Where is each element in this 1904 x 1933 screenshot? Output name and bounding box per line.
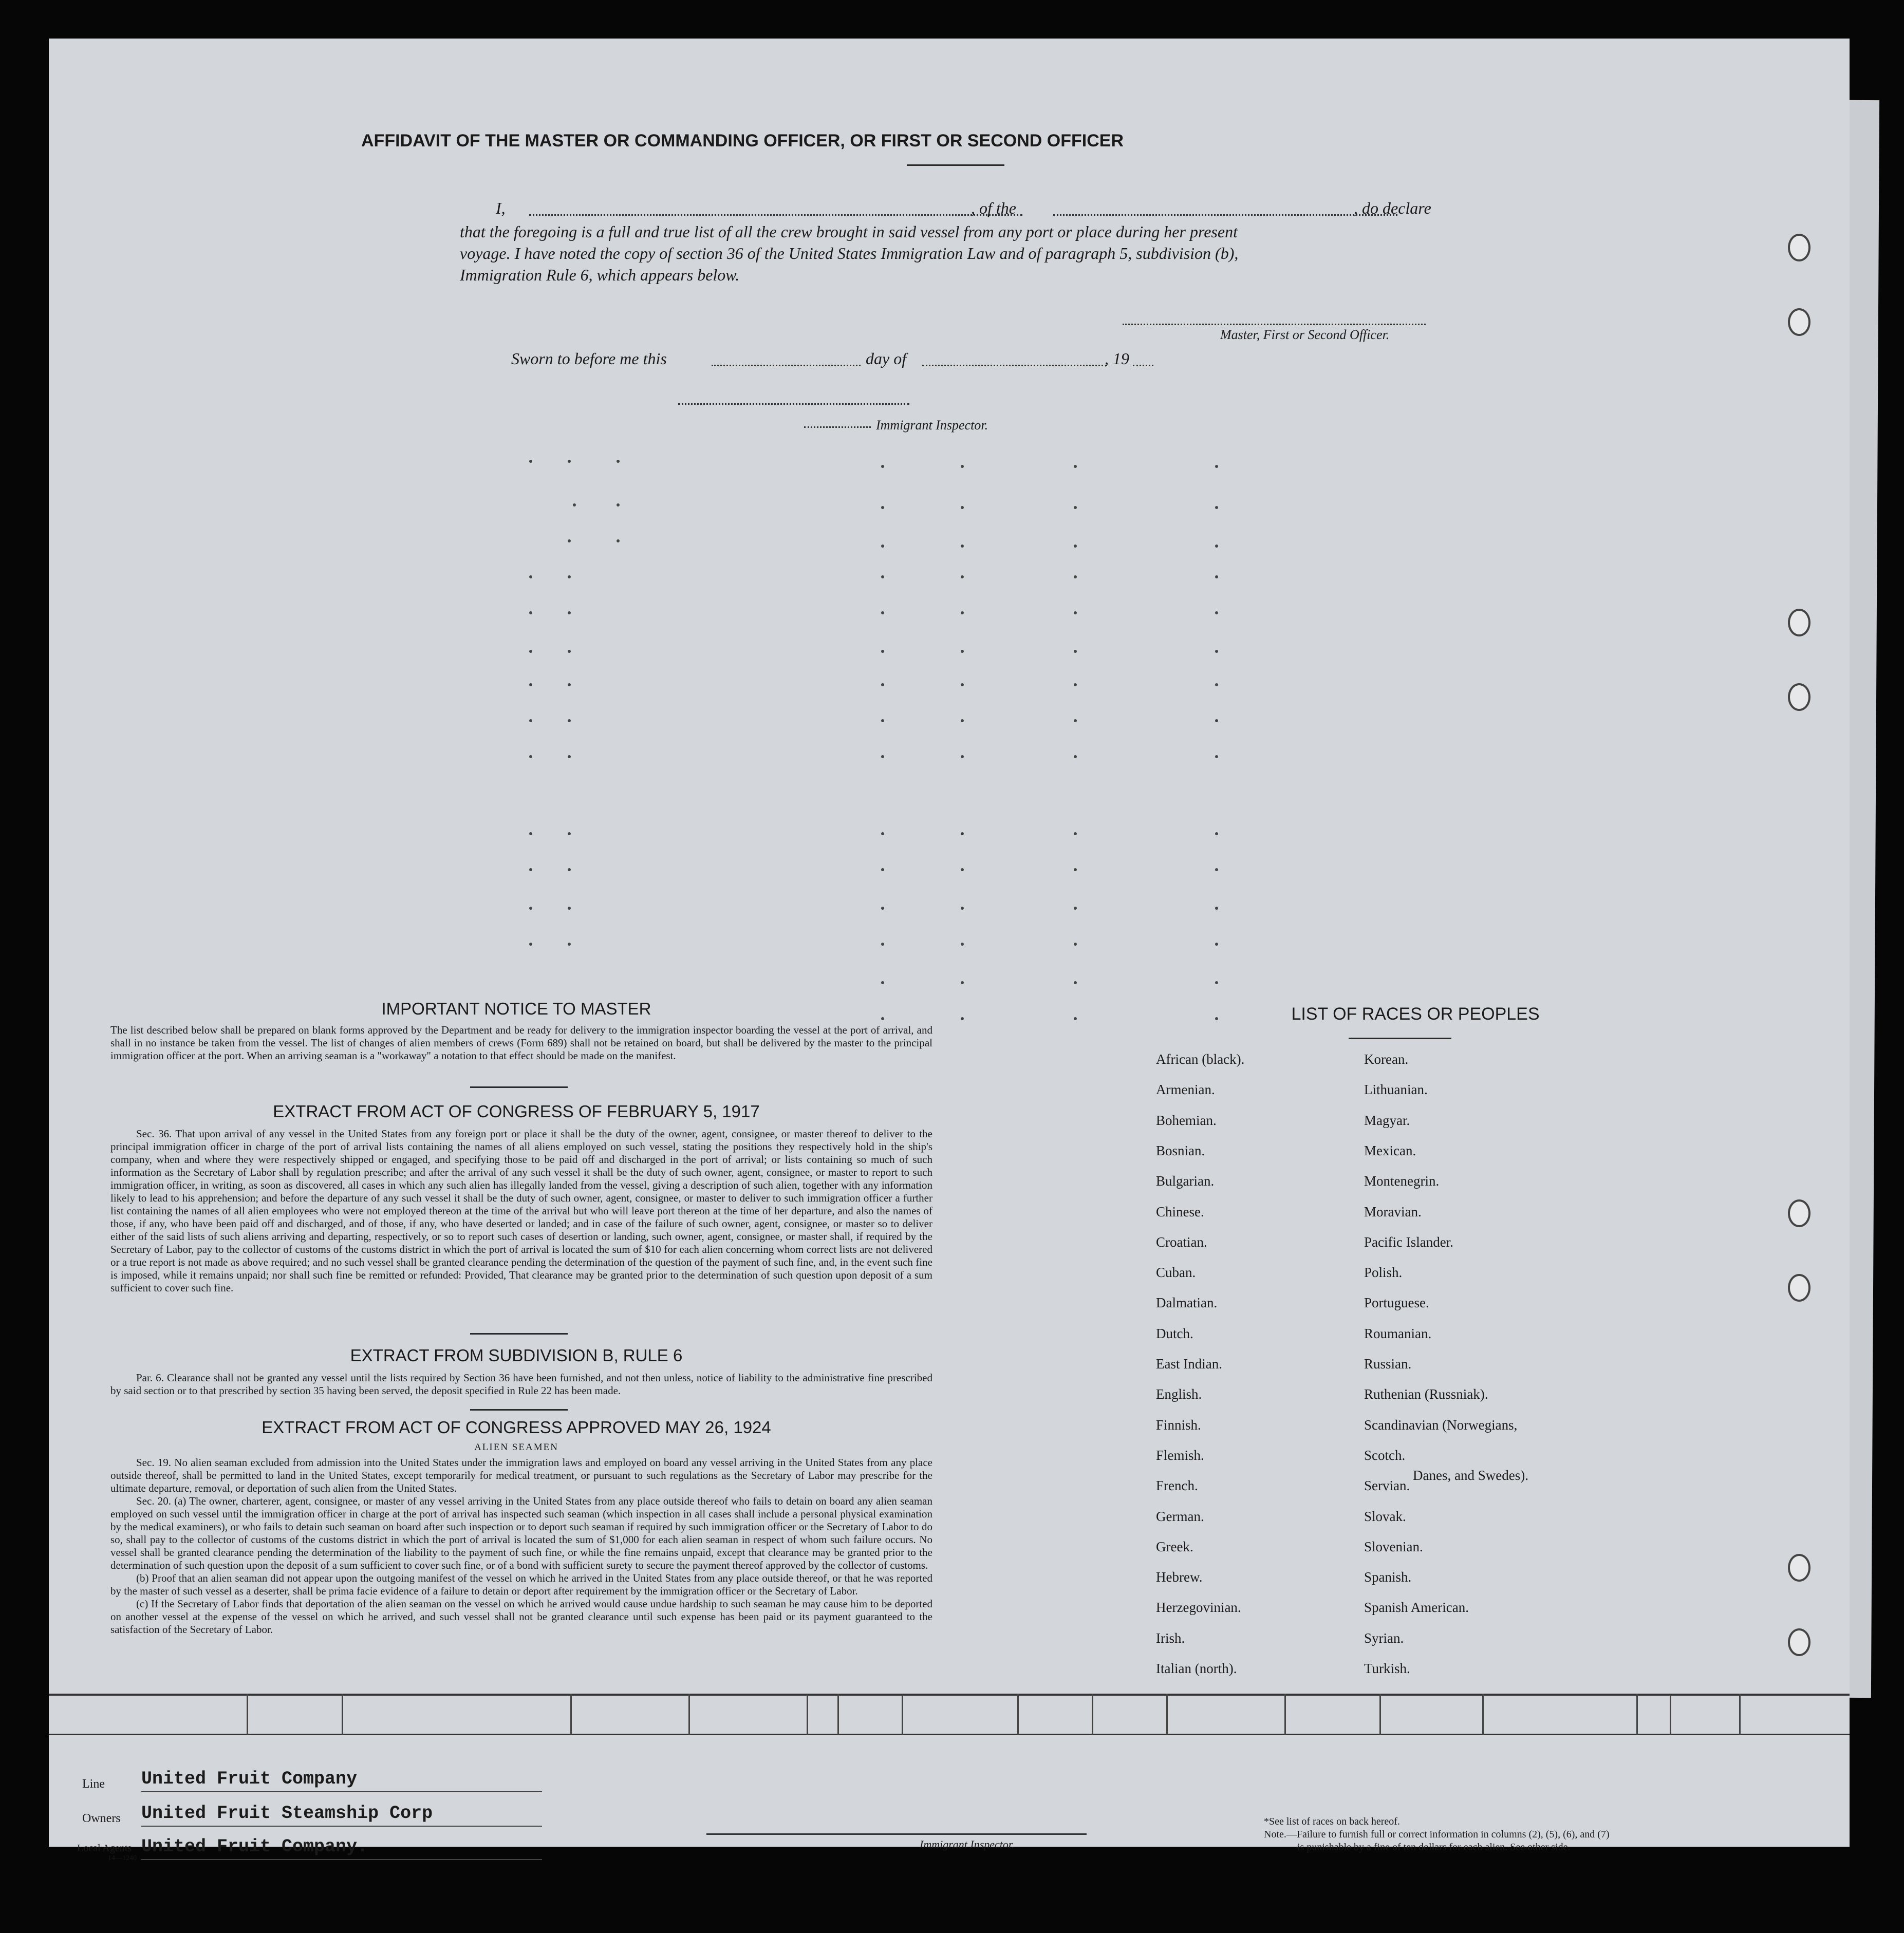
race-item: Cuban. xyxy=(1156,1265,1196,1281)
race-item: English. xyxy=(1156,1386,1202,1402)
grid-top-line xyxy=(49,1694,1850,1696)
race-item: Armenian. xyxy=(1156,1082,1215,1098)
affidavit-of-the: , of the xyxy=(971,199,1016,217)
inspector-signature-label: Immigrant Inspector. xyxy=(876,418,988,433)
punch-hole xyxy=(1788,1628,1810,1656)
grid-column-line xyxy=(570,1694,572,1735)
race-item: Portuguese. xyxy=(1364,1295,1429,1311)
punch-hole xyxy=(1788,234,1810,261)
affidavit-line3: voyage. I have noted the copy of section 36 of the United States Immigration Law and of paragraph 5, subdivision (b), xyxy=(460,244,1239,262)
grid-column-line xyxy=(342,1694,343,1735)
title-rule xyxy=(907,164,1004,166)
master-signature-label: Master, First or Second Officer. xyxy=(1220,327,1390,342)
agents-underline xyxy=(141,1859,542,1860)
sworn-day-field[interactable] xyxy=(712,365,861,366)
race-item: Polish. xyxy=(1364,1265,1403,1281)
manifest-sheet xyxy=(49,39,1850,1862)
grid-column-line xyxy=(902,1694,903,1735)
race-item: Slovenian. xyxy=(1364,1538,1423,1554)
race-item: Syrian. xyxy=(1364,1630,1404,1646)
race-item: Herzegovinian. xyxy=(1156,1600,1241,1616)
section-rule xyxy=(470,1409,568,1411)
grid-column-line xyxy=(247,1694,248,1735)
race-item: Italian (north). xyxy=(1156,1661,1237,1676)
inspector-signature-line[interactable] xyxy=(678,403,909,405)
race-item: Lithuanian. xyxy=(1364,1082,1428,1098)
sworn-year-field[interactable] xyxy=(1133,365,1153,366)
extract-1924-subtitle: ALIEN SEAMEN xyxy=(474,1442,558,1453)
sec20b-text: (b) Proof that an alien seaman did not appear upon the outgoing manifest of the vessel on which he arrived in the United States from any place outside thereof, or that he was reported by the master of such vessel as a deserter, shall be prima facie evidence of a failure to detain or deport after requirement by the immigration officer or the Secretary of Labor. xyxy=(110,1572,932,1597)
race-item: Chinese. xyxy=(1156,1204,1204,1219)
agents-label: Local Agents xyxy=(77,1843,132,1854)
sec19-text: Sec. 19. No alien seaman excluded from admission into the United States under the immigration laws and employed on board any vessel arriving in the United States from any place outside thereof, shall be permitted to land in the United States, except temporarily for medical treatment, or pursuant to such regulations as the Secretary of Labor may prescribe for the ultimate departure, removal, or deportation of such alien from the United States. xyxy=(110,1456,932,1494)
race-item: French. xyxy=(1156,1478,1198,1494)
extract-rule6-title: EXTRACT FROM SUBDIVISION B, RULE 6 xyxy=(350,1346,683,1365)
race-item: Korean. xyxy=(1364,1052,1409,1067)
punch-hole xyxy=(1788,308,1810,336)
grid-column-line xyxy=(807,1694,808,1735)
extract-1924-text xyxy=(110,1456,932,1744)
race-scandinavian-cont: Danes, and Swedes). xyxy=(1413,1468,1528,1483)
affidavit-line4: Immigration Rule 6, which appears below. xyxy=(460,266,740,284)
punch-hole xyxy=(1788,1554,1810,1582)
name-field[interactable] xyxy=(529,214,1022,216)
notice-body: The list described below shall be prepared on blank forms approved by the Department and be ready for delivery to the immigration inspector boarding the vessel at the port of arrival, and shall in no instance be taken from the vessel. The list of changes of alien members of crews (Form 689) shall not be retained on board, but shall be delivered by the master to the principal immigration officer at the port. When an arriving seaman is a "workaway" a notation to that effect should be made on the manifest. xyxy=(110,1024,932,1062)
owners-value[interactable]: United Fruit Steamship Corp xyxy=(141,1803,433,1824)
owners-label: Owners xyxy=(82,1812,121,1825)
punch-hole xyxy=(1788,1274,1810,1302)
notice-title: IMPORTANT NOTICE TO MASTER xyxy=(381,999,651,1018)
race-item: Slovak. xyxy=(1364,1508,1406,1524)
section-rule xyxy=(470,1333,568,1335)
race-item: German. xyxy=(1156,1508,1204,1524)
grid-column-line xyxy=(1284,1694,1286,1735)
sworn-label: Sworn to before me this xyxy=(511,349,667,368)
punch-hole xyxy=(1788,1199,1810,1227)
race-item: Moravian. xyxy=(1364,1204,1422,1219)
grid-column-line xyxy=(1482,1694,1484,1735)
race-item: Magyar. xyxy=(1364,1112,1410,1128)
race-item: Finnish. xyxy=(1156,1417,1201,1433)
extract-1917-title: EXTRACT FROM ACT OF CONGRESS OF FEBRUARY 5, 1917 xyxy=(273,1102,760,1121)
grid-bottom-line xyxy=(49,1734,1850,1735)
race-item: Russian. xyxy=(1364,1356,1412,1372)
grid-column-line xyxy=(837,1694,839,1735)
owners-underline xyxy=(141,1826,542,1827)
affidavit-line2: that the foregoing is a full and true list of all the crew brought in said vessel from any port or place during her present xyxy=(460,222,1238,241)
race-item: East Indian. xyxy=(1156,1356,1222,1372)
vessel-field[interactable] xyxy=(1053,214,1397,216)
race-item: Scotch. xyxy=(1364,1447,1406,1463)
punch-hole xyxy=(1788,609,1810,636)
grid-column-line xyxy=(1379,1694,1381,1735)
race-item: Montenegrin. xyxy=(1364,1173,1440,1189)
race-item: Croatian. xyxy=(1156,1234,1207,1250)
line-value[interactable]: United Fruit Company xyxy=(141,1769,358,1789)
footer-note-2: Note.—Failure to furnish full or correct information in columns (2), (5), (6), and (7) xyxy=(1264,1829,1610,1840)
agents-value[interactable]: United Fruit Company. xyxy=(141,1836,368,1857)
sec20a-text: Sec. 20. (a) The owner, charterer, agent, consignee, or master of any vessel arriving in the United States from any place outside thereof who fails to detain on board any alien seaman employed on such vessel until the immigration officer in charge at the port of arrival has inspected such seaman (which inspection in all cases shall include a personal physical examination by the medical examiners), or who fails to detain such seaman on board after such inspection or to deport such seaman if required by such immigration officer or the Secretary of Labor to do so, shall pay to the collector of customs of the customs district in which the port of arrival is located the sum of $1,000 for each alien seaman in respect of whom such failure occurs. No vessel shall be granted clearance pending the determination of the liability to the payment of such fine, or while the fine remains unpaid, except that clearance may be granted prior to the determination of such question upon the deposit of a sum sufficient to cover such fine, or of a bond with sufficient surety to secure the payment thereof approved by the collector of customs. xyxy=(110,1495,932,1571)
races-rule xyxy=(1349,1038,1451,1039)
grid-column-line xyxy=(1017,1694,1019,1735)
race-item: Roumanian. xyxy=(1364,1325,1432,1341)
race-item: African (black). xyxy=(1156,1052,1245,1067)
race-item: Bohemian. xyxy=(1156,1112,1217,1128)
form-number: 14—1240 xyxy=(108,1854,137,1862)
grid-column-line xyxy=(1166,1694,1168,1735)
race-item: Dutch. xyxy=(1156,1325,1193,1341)
race-item: Dalmatian. xyxy=(1156,1295,1218,1311)
master-signature-line[interactable] xyxy=(1123,324,1426,325)
affidavit-title: AFFIDAVIT OF THE MASTER OR COMMANDING OFFICER, OR FIRST OR SECOND OFFICER xyxy=(361,131,1124,151)
race-item: Bulgarian. xyxy=(1156,1173,1215,1189)
race-item: Ruthenian (Russniak). xyxy=(1364,1386,1488,1402)
grid-column-line xyxy=(1670,1694,1671,1735)
inspector-signature-line-2 xyxy=(804,426,871,428)
race-item: Scandinavian (Norwegians, xyxy=(1364,1417,1518,1433)
day-of-label: day of xyxy=(866,349,907,368)
grid-column-line xyxy=(1636,1694,1638,1735)
sworn-month-field[interactable] xyxy=(922,365,1107,366)
footer-inspector-label: Immigrant Inspector. xyxy=(920,1838,1015,1851)
grid-column-line xyxy=(688,1694,690,1735)
extract-rule6-body: Par. 6. Clearance shall not be granted any vessel until the lists required by Section 36 have been furnished, and not then unless, notice of liability to the administrative fine prescribed by said section or to that prescribed by section 35 having been served, the deposit specified in Rule 22 has been made. xyxy=(110,1372,932,1397)
races-title: LIST OF RACES OR PEOPLES xyxy=(1291,1004,1540,1024)
line-label: Line xyxy=(82,1777,105,1791)
footer-note-1: *See list of races on back hereof. xyxy=(1264,1816,1400,1827)
race-item: Irish. xyxy=(1156,1630,1185,1646)
race-item: Pacific Islander. xyxy=(1364,1234,1453,1250)
race-item: Bosnian. xyxy=(1156,1142,1205,1158)
footer-note-3: is punishable by a fine of ten dollars for each alien. See other side. xyxy=(1297,1842,1571,1853)
extract-1917-body: Sec. 36. That upon arrival of any vessel in the United States from any foreign port or place it shall be the duty of the owner, agent, consignee, or master thereof to deliver to the principal immigration officer in charge of the port of arrival lists containing the names of all aliens employed on such vessel, stating the positions they respectively hold in the ship's company, when and where they were respectively shipped or engaged, and specifying those to be paid off and discharged in the port of arrival; or lists containing so much of such information as the Secretary of Labor shall by regulation prescribe; and after the arrival of any such vessel it shall be the duty of such owner, agent, consignee, or master to report to such immigration officer, in writing, as soon as discovered, all cases in which any such alien has illegally landed from the vessel, giving a description of such alien, together with any information likely to lead to his apprehension; and before the departure of any such vessel it shall be the duty of such owner, agent, consignee, or master to deliver to such immigration officer a further list containing the names of all alien employees who were not employed thereon at the time of the arrival but who will leave port thereon at the time of her departure, and also the names of those, if any, who have been paid off and discharged, and of those, if any, who have deserted or landed; and in case of the failure of such owner, agent, consignee, or master so to deliver either of the said lists of such aliens arriving and departing, respectively, or so to report such cases of desertion or landing, such owner, agent, consignee, or master shall, if required by the Secretary of Labor, pay to the collector of customs of the customs district in which the port of arrival is located the sum of $10 for each alien concerning whom correct lists are not delivered or a true report is not made as above required; and no such vessel shall be granted clearance pending the determination of the question of the payment of such fine, and, in the event such fine is imposed, while it remains unpaid; nor shall such fine be remitted or refunded: Provided, That clearance may be granted prior to the determination of such question upon deposit of a sum sufficient to cover such fine. xyxy=(110,1128,932,1294)
footer-inspector-line[interactable] xyxy=(706,1833,1087,1835)
year-label: , 19 xyxy=(1105,349,1129,368)
race-item: Hebrew. xyxy=(1156,1569,1203,1585)
race-item: Turkish. xyxy=(1364,1661,1410,1676)
sec20c-text: (c) If the Secretary of Labor finds that deportation of the alien seaman on the vessel on which he arrived would cause undue hardship to such seaman he may cause him to be deported on another vessel at the expense of the vessel on which he arrived, and such vessel shall not be granted clearance until such expense has been paid or its payment guaranteed to the satisfaction of the Secretary of Labor. xyxy=(110,1598,932,1636)
punch-hole xyxy=(1788,683,1810,711)
race-item: Servian. xyxy=(1364,1478,1410,1494)
race-item: Greek. xyxy=(1156,1538,1193,1554)
line-underline xyxy=(141,1791,542,1792)
race-item: Mexican. xyxy=(1364,1142,1416,1158)
affidavit-i: I, xyxy=(496,199,506,217)
extract-1924-title: EXTRACT FROM ACT OF CONGRESS APPROVED MAY 26, 1924 xyxy=(262,1418,771,1437)
grid-column-line xyxy=(1739,1694,1741,1735)
section-rule xyxy=(470,1086,568,1088)
race-item: Spanish. xyxy=(1364,1569,1412,1585)
grid-column-line xyxy=(1092,1694,1093,1735)
race-item: Flemish. xyxy=(1156,1447,1204,1463)
affidavit-declare: , do declare xyxy=(1354,199,1431,217)
race-item: Spanish American. xyxy=(1364,1600,1469,1616)
